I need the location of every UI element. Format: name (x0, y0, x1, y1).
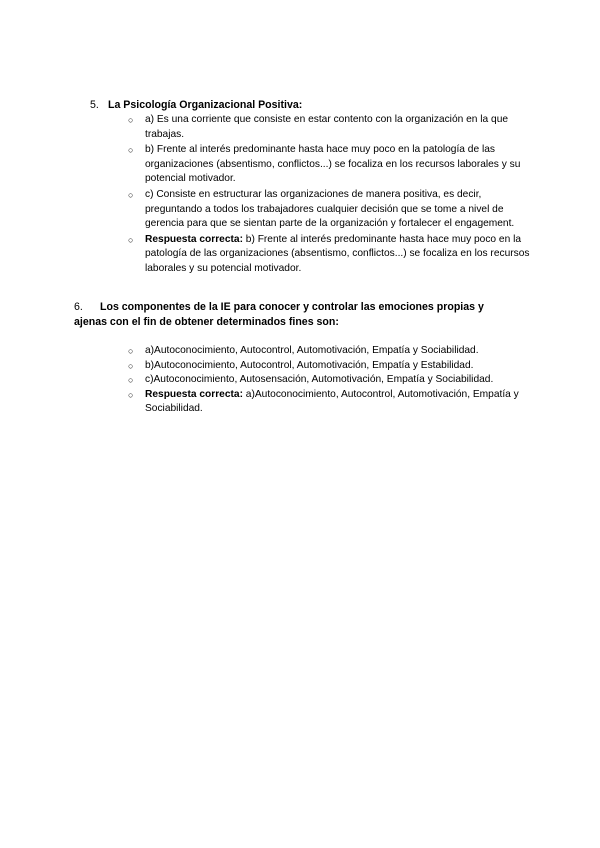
question-text: La Psicología Organizacional Positiva: (108, 99, 303, 111)
circle-bullet-icon: ○ (128, 375, 134, 386)
question-number: 5. (90, 99, 99, 111)
option-a (128, 344, 548, 359)
option-a (128, 113, 538, 142)
question-5-options (128, 113, 538, 278)
circle-bullet-icon: ○ (128, 115, 134, 125)
answer-label: Respuesta correcta: (145, 233, 243, 245)
circle-bullet-icon: ○ (128, 234, 134, 245)
option-c (128, 373, 548, 388)
option-c (128, 188, 538, 232)
option-b (128, 143, 538, 187)
option-text: c) Consiste en estructurar las organizaciones de manera positiva, es decir, preguntando a todos los trabajadores cualquier decisión que se tome a nivel de gerencia para que se sientan parte de la organización y fortalecer el engagement. (145, 188, 515, 230)
question-6-options (128, 344, 548, 417)
circle-bullet-icon: ○ (128, 389, 134, 400)
correct-answer (128, 233, 538, 277)
circle-bullet-icon: ○ (128, 346, 134, 356)
circle-bullet-icon: ○ (128, 360, 134, 371)
answer-label: Respuesta correcta: (145, 388, 243, 400)
option-b (128, 359, 548, 374)
answer-text: a)Autoconocimiento, Autocontrol, Automotivación, Empatía y Sociabilidad. (145, 388, 519, 415)
option-text: a) Es una corriente que consiste en estar contento con la organización en la que trabajas. (145, 114, 509, 140)
correct-answer (128, 388, 548, 417)
circle-bullet-icon: ○ (128, 189, 134, 200)
circle-bullet-icon: ○ (128, 145, 134, 156)
question-text: Los componentes de la IE para conocer y controlar las emociones propias y ajenas con el fin de obtener determinados fines son: (74, 301, 484, 328)
option-text: a)Autoconocimiento, Autocontrol, Automotivación, Empatía y Sociabilidad. (145, 345, 479, 356)
option-text: c)Autoconocimiento, Autosensación, Automotivación, Empatía y Sociabilidad. (145, 374, 494, 386)
question-6-title (74, 300, 514, 330)
option-text: b)Autoconocimiento, Autocontrol, Automotivación, Empatía y Estabilidad. (145, 359, 474, 371)
question-number: 6. (74, 301, 83, 313)
answer-text: b) Frente al interés predominante hasta hace muy poco en la patología de las organizaciones (absentismo, conflictos...) se focaliza en los recursos laborales y su potencial motivador. (145, 233, 530, 274)
question-5-title (90, 98, 302, 112)
option-text: b) Frente al interés predominante hasta hace muy poco en la patología de las organizaciones (absentismo, conflictos...) se focaliza en los recursos laborales y su potencial motivador. (145, 144, 521, 185)
